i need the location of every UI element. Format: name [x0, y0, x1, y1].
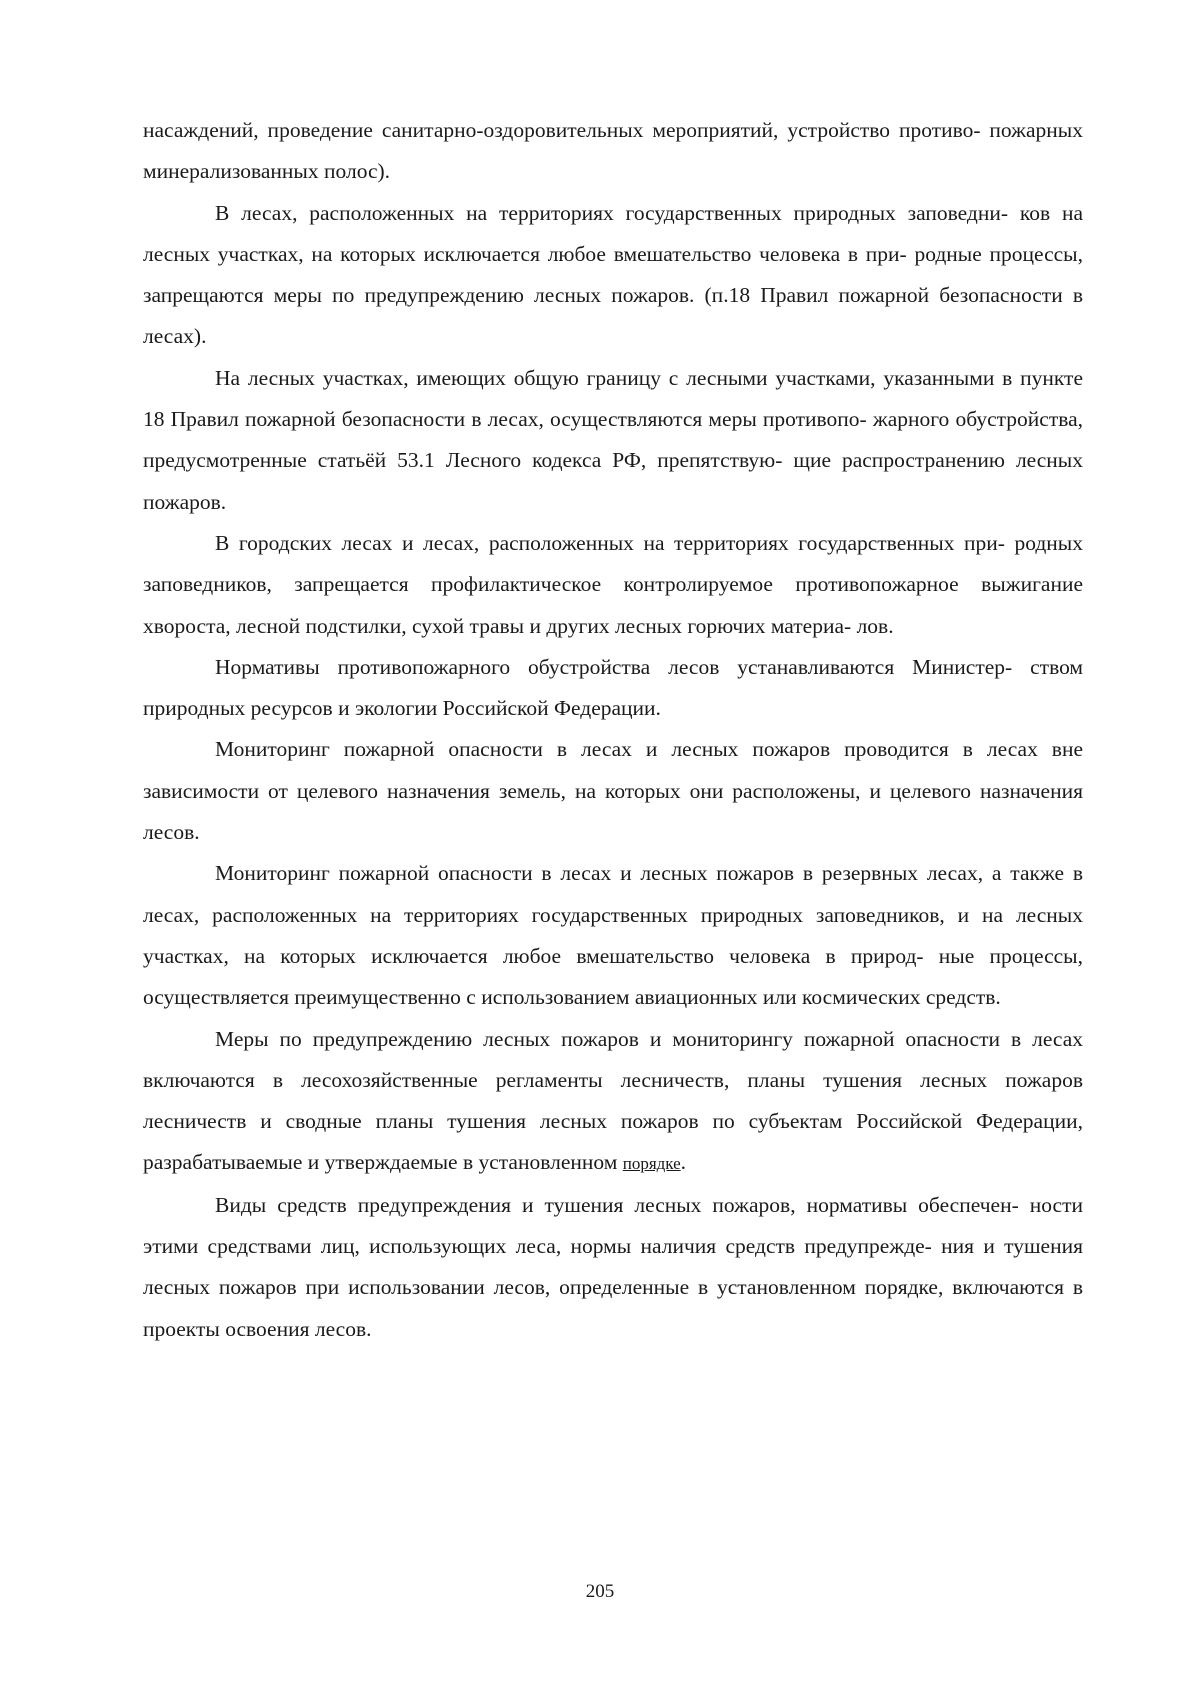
line: пожарной безопасности в лесах).: [143, 283, 1083, 349]
line: ния и тушения лесных пожаров при использовании лесов, определенные в установленном: [143, 1234, 1083, 1300]
paragraph-6: [143, 729, 1083, 853]
document-body: [143, 110, 1083, 1350]
line: Нормативы противопожарного обустройства лесов устанавливаются Министер-: [215, 654, 1013, 679]
line: Мониторинг пожарной опасности в лесах и лесных пожаров проводится в лесах вне: [215, 737, 1083, 762]
line: и на лесных участках, на которых исключается любое вмешательство человека в природ-: [143, 902, 1083, 968]
line: Виды средств предупреждения и тушения лесных пожаров, нормативы обеспечен-: [215, 1192, 1019, 1217]
paragraph-1: [143, 110, 1083, 193]
line: Меры по предупреждению лесных пожаров и мониторингу пожарной опасности: [215, 1026, 1001, 1051]
paragraph-7: [143, 853, 1083, 1018]
page-number: 205: [585, 1581, 615, 1602]
paragraph-2: [143, 193, 1083, 358]
sentence-end: .: [680, 1150, 687, 1175]
line: Федерации, разрабатываемые и утверждаемые в установленном: [143, 1109, 1083, 1175]
line: щие распространению лесных пожаров.: [143, 448, 1083, 514]
paragraph-9: [143, 1185, 1083, 1350]
line: На лесных участках, имеющих общую границу с лесными участками, указанными: [215, 365, 995, 390]
paragraph-3: [143, 358, 1083, 523]
line: Мониторинг пожарной опасности в лесах и лесных пожаров в резервных лесах, а: [215, 861, 1002, 886]
line: лов.: [856, 613, 894, 638]
poryadke-link[interactable]: порядке: [622, 1154, 681, 1174]
line: ные процессы, осуществляется преимущественно с использованием авиационных или: [143, 943, 1083, 1010]
paragraph-5: [143, 647, 1083, 730]
line: пожаров лесничеств и сводные планы тушения лесных пожаров по субъектам Российской: [143, 1067, 1083, 1134]
line: ности этими средствами лиц, использующих леса, нормы наличия средств предупрежде-: [143, 1192, 1083, 1259]
line: выжигание хвороста, лесной подстилки, сухой травы и других лесных горючих материа-: [143, 572, 1083, 638]
line: зависимости от целевого назначения земель, на которых они расположены, и целевого: [143, 778, 972, 803]
line: В лесах, расположенных на территориях государственных природных заповедни-: [215, 200, 1009, 225]
line: ством природных ресурсов и экологии Российской Федерации.: [143, 654, 1084, 721]
line: В городских лесах и лесах, расположенных на территориях государственных при-: [215, 530, 1005, 555]
line: родные процессы, запрещаются меры по предупреждению лесных пожаров. (п.18 Правил: [143, 241, 1083, 308]
line: также в лесах, расположенных на территориях государственных природных заповедников,: [143, 861, 1084, 927]
line: в пункте 18 Правил пожарной безопасности в лесах, осуществляются меры противопо-: [143, 365, 1083, 432]
line: родных заповедников, запрещается профилактическое контролируемое противопожарное: [143, 530, 1083, 597]
line: в лесах включаются в лесохозяйственные регламенты лесничеств, планы тушения лесных: [143, 1026, 1084, 1092]
line: жарного обустройства, предусмотренные статьёй 53.1 Лесного кодекса РФ, препятствую-: [143, 407, 1084, 473]
line: пожарных минерализованных полос).: [143, 118, 1083, 184]
line: порядке, включаются в проекты освоения лесов.: [143, 1275, 1084, 1341]
paragraph-8: [143, 1019, 1083, 1185]
paragraph-4: [143, 523, 1083, 647]
line: назначения лесов.: [143, 778, 1083, 845]
line: космических средств.: [802, 985, 1001, 1010]
line: насаждений, проведение санитарно-оздоровительных мероприятий, устройство противо-: [143, 118, 981, 142]
line: ков на лесных участках, на которых исключается любое вмешательство человека в при-: [143, 200, 1083, 266]
